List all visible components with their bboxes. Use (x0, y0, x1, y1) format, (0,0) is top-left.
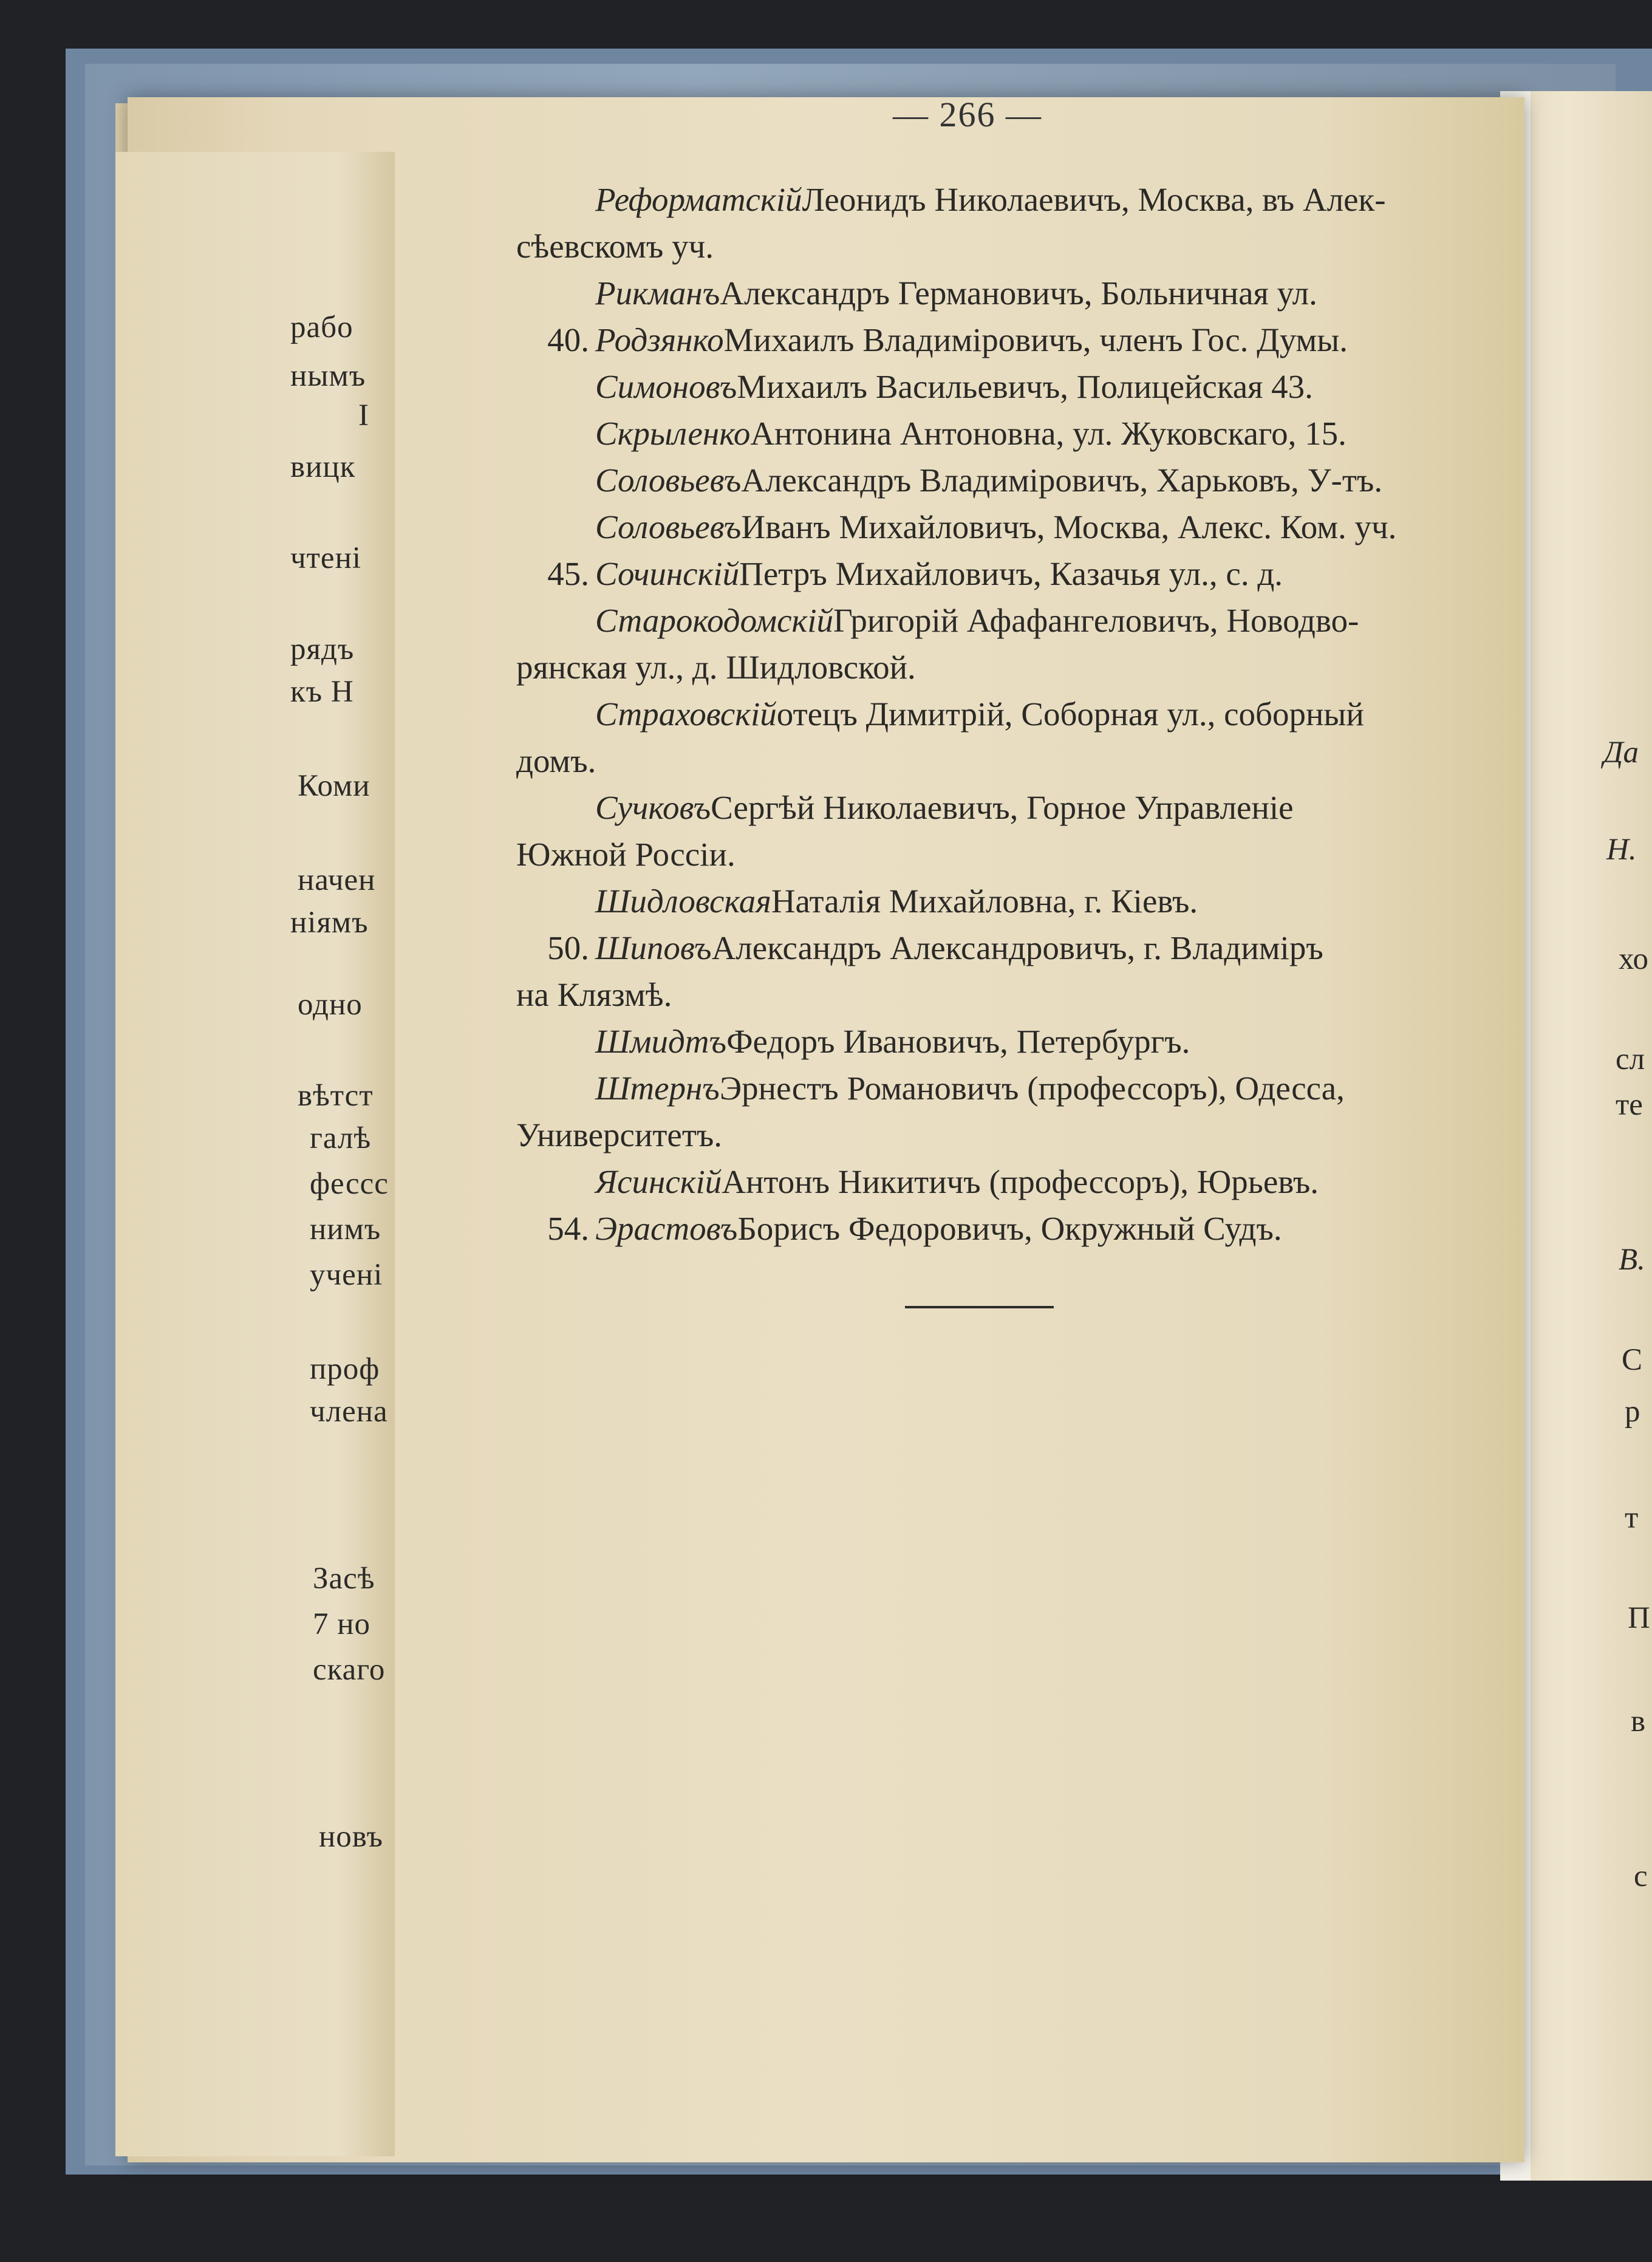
member-details: Александръ Александровичъ, г. Владиміръ (711, 929, 1323, 966)
left-fragment: учені (310, 1258, 383, 1292)
list-item (516, 924, 1439, 971)
left-fragment: рабо (290, 310, 353, 344)
list-item-continuation (516, 644, 1439, 691)
member-name: Эрастовъ (595, 1210, 738, 1247)
member-details: Михаилъ Владиміровичъ, членъ Гос. Думы. (723, 321, 1348, 358)
member-name: Соловьевъ (595, 462, 742, 499)
list-item (516, 1065, 1439, 1112)
member-details: Григорій Афафангеловичъ, Новодво- (833, 602, 1359, 639)
member-details: Александръ Германовичъ, Больничная ул. (720, 275, 1317, 312)
member-details-continued: Университетъ. (516, 1116, 723, 1153)
member-details-continued: Южной Россіи. (516, 836, 736, 873)
right-fragment: в (1631, 1704, 1646, 1738)
member-details: Петръ Михайловичъ, Казачья ул., с. д. (739, 555, 1283, 592)
list-item (516, 270, 1439, 316)
member-details: Федоръ Ивановичъ, Петербургъ. (726, 1023, 1190, 1060)
list-item-continuation (516, 1112, 1439, 1158)
list-item-continuation (516, 971, 1439, 1018)
left-fragment: нимъ (310, 1212, 381, 1246)
member-name: Ясинскій (595, 1163, 722, 1200)
member-details: Борисъ Федоровичъ, Окружный Судъ. (737, 1210, 1282, 1247)
member-name: Сочинскій (595, 555, 740, 592)
left-fragment: чтені (290, 541, 362, 575)
member-details: Антонина Антоновна, ул. Жуковскаго, 15. (750, 415, 1347, 452)
left-fragment: Засѣ (313, 1562, 375, 1596)
left-fragment: проф (310, 1352, 380, 1386)
member-name: Штернъ (595, 1070, 720, 1107)
left-fragment: члена (310, 1395, 388, 1429)
left-fragment: вицк (290, 450, 356, 484)
list-item (516, 784, 1439, 831)
list-item (516, 504, 1439, 550)
left-fragment: 7 но (313, 1607, 371, 1641)
left-fragment: начен (298, 863, 376, 897)
list-item (516, 363, 1439, 410)
member-details-continued: на Клязмѣ. (516, 976, 672, 1013)
member-details: Эрнестъ Романовичъ (профессоръ), Одесса, (719, 1070, 1345, 1107)
member-details: Сергѣй Николаевичъ, Горное Управленіе (711, 789, 1294, 826)
right-fragment: р (1625, 1395, 1640, 1429)
member-name: Старокодомскій (595, 602, 834, 639)
right-fragment: хо (1619, 942, 1649, 976)
entry-number: 45. (547, 555, 589, 592)
left-fragment: вѣтст (298, 1079, 374, 1113)
left-fragment: нымъ (290, 359, 366, 393)
member-name: Шидловская (595, 883, 771, 920)
member-name: Шиповъ (595, 929, 712, 966)
member-name: Симоновъ (595, 368, 737, 405)
list-item-continuation (516, 223, 1439, 270)
left-fragment: Коми (298, 769, 370, 803)
left-fragment: I (358, 398, 369, 432)
list-item (516, 1018, 1439, 1065)
member-details: Антонъ Никитичъ (профессоръ), Юрьевъ. (722, 1163, 1319, 1200)
member-name: Сучковъ (595, 789, 711, 826)
right-fragment: сл (1616, 1042, 1645, 1076)
right-fragment: те (1616, 1088, 1643, 1122)
entry-number: 40. (547, 321, 589, 358)
right-fragment: С (1622, 1343, 1643, 1377)
list-item (516, 457, 1439, 504)
left-fragment: ніямъ (290, 906, 369, 940)
member-details: Михаилъ Васильевичъ, Полицейская 43. (737, 368, 1313, 405)
member-name: Шмидтъ (595, 1023, 727, 1060)
page-number: — 266 — (893, 95, 1042, 134)
list-item-continuation (516, 737, 1439, 784)
list-item (516, 1205, 1439, 1252)
member-name: Скрыленко (595, 415, 751, 452)
list-item (516, 316, 1439, 363)
list-item (516, 410, 1439, 457)
member-name: Реформатскій (595, 181, 802, 218)
member-name: Страховскій (595, 695, 777, 733)
right-fragment: Н. (1606, 833, 1637, 867)
list-item-continuation (516, 831, 1439, 878)
right-fragment: П (1628, 1601, 1650, 1635)
member-details: Иванъ Михайловичъ, Москва, Алекс. Ком. уч. (741, 508, 1397, 545)
left-fragment: къ Н (290, 675, 354, 709)
list-item (516, 597, 1439, 644)
right-page (1512, 91, 1652, 2181)
entry-number: 54. (547, 1210, 589, 1247)
left-fragment: галѣ (310, 1121, 372, 1155)
member-details-continued: домъ. (516, 742, 596, 779)
right-fragment: т (1625, 1501, 1639, 1535)
member-list (516, 176, 1439, 1252)
list-item (516, 691, 1439, 737)
member-details-continued: рянская ул., д. Шидловской. (516, 649, 916, 686)
member-name: Родзянко (595, 321, 724, 358)
member-name: Соловьевъ (595, 508, 742, 545)
left-fragment: новъ (319, 1820, 383, 1854)
member-details: отецъ Димитрій, Соборная ул., соборный (776, 695, 1364, 733)
list-item (516, 878, 1439, 924)
member-details: Леонидъ Николаевичъ, Москва, въ Алек- (802, 181, 1386, 218)
left-fragment: скаго (313, 1653, 386, 1687)
list-item (516, 1158, 1439, 1205)
member-details: Наталія Михайловна, г. Кіевъ. (771, 883, 1198, 920)
member-name: Рикманъ (595, 275, 720, 312)
member-details-continued: сѣевскомъ уч. (516, 228, 714, 265)
right-fragment: с (1634, 1859, 1648, 1893)
entry-number: 50. (547, 929, 589, 966)
right-fragment: Да (1603, 736, 1639, 770)
section-divider-rule (905, 1306, 1054, 1308)
left-fragment: фессс (310, 1167, 389, 1201)
member-details: Александръ Владиміровичъ, Харьковъ, У-тъ. (741, 462, 1383, 499)
left-fragment: рядъ (290, 632, 355, 666)
list-item (516, 176, 1439, 223)
right-fragment: В. (1619, 1243, 1645, 1277)
list-item (516, 550, 1439, 597)
left-fragment: однo (298, 988, 363, 1022)
